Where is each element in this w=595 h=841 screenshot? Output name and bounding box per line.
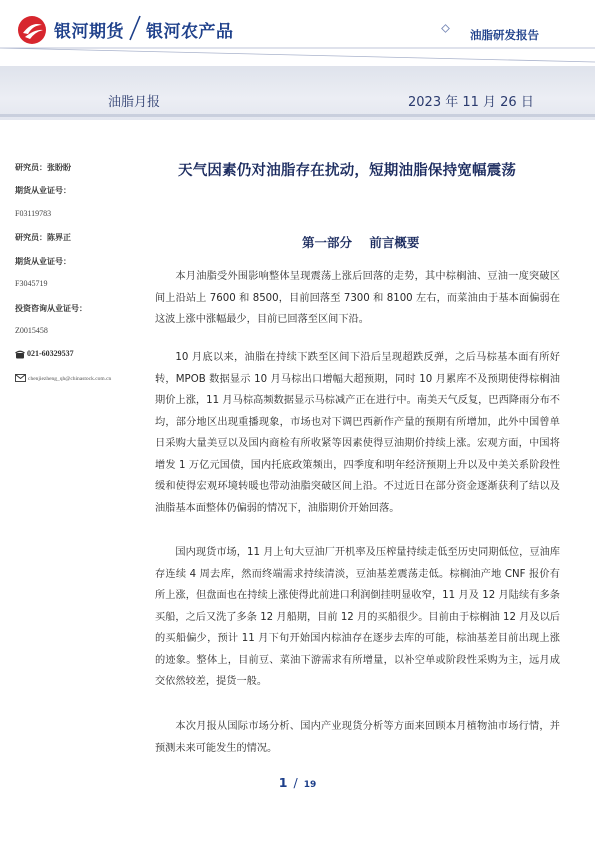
document-title: 天气因素仍对油脂存在扰动，短期油脂保持宽幅震荡 <box>178 163 517 179</box>
email-row <box>15 373 111 382</box>
license-label-1: 期货从业证号： <box>15 186 71 195</box>
report-date: 2023 年 11 月 26 日 <box>408 95 534 110</box>
consult-license-label: 投资咨询从业证号： <box>15 304 87 313</box>
mail-icon <box>15 374 26 382</box>
paragraph-3: 国内现货市场，11 月上旬大豆油厂开机率及压榨量持续走低至历史同期低位，豆油库存连续 4 周去库，然而终端需求持续清淡，豆油基差震荡走低。棕榈油产地 CNF 报价有所上涨，但盘面也在持续上涨使得此前进口利润倒挂明显收窄，11 月及 12 月陆续有多条买船，之后又洗了多条 12 月船期，目前 12 月的买船很少。目前由于棕榈油 12 月及以后的买船偏少，预计 11 月下旬开始国内棕油存在逐步去库的可能，棕油基差目前出现上涨的迹象。整体上，目前豆、菜油下游需求有所增量，以补空单或阶段性采购为主，远月成交依然较差，提货一般。 <box>155 547 560 687</box>
consult-license-value: Z0015458 <box>15 326 48 335</box>
report-series-title: 油脂月报 <box>108 95 161 110</box>
brand-divider <box>128 14 142 42</box>
license-value-2: F3045719 <box>15 279 48 288</box>
page-number <box>0 772 595 791</box>
email-address[interactable]: chenjiezheng_qh@chinastock.com.cn <box>28 376 112 382</box>
phone-icon <box>15 350 25 359</box>
phone-number: 021-60329537 <box>27 349 74 358</box>
analyst-1: 研究员：张盼盼 <box>15 163 71 172</box>
diamond-icon <box>441 24 450 33</box>
paragraph-1: 本月油脂受外围影响整体呈现震荡上涨后回落的走势，其中棕榈油、豆油一度突破区间上沿站上 7600 和 8500，目前回落至 7300 和 8100 左右，而菜油由于基本面偏弱在这波上涨中涨幅最少，目前已回落至区间下沿。 <box>155 271 560 325</box>
phone-row <box>15 349 74 359</box>
banner-divider <box>0 114 595 117</box>
galaxy-logo-icon <box>17 15 47 45</box>
brand-primary: 银河期货 <box>54 22 124 42</box>
paragraph-4: 本次月报从国际市场分析、国内产业现货分析等方面来回顾本月植物油市场行情，并预测未来可能发生的情况。 <box>155 721 560 754</box>
page-separator: / <box>293 775 298 790</box>
report-type: 油脂研发报告 <box>470 28 539 42</box>
section-heading: 第一部分 前言概要 <box>302 235 420 250</box>
license-value-1: F03119783 <box>15 209 52 218</box>
analyst-2: 研究员：陈界正 <box>15 233 71 242</box>
brand-secondary: 银河农产品 <box>146 22 234 42</box>
header-rule <box>0 46 595 64</box>
paragraph-2: 10 月底以来，油脂在持续下跌至区间下沿后呈现超跌反弹，之后马棕基本面有所好转，MPOB 数据显示 10 月马棕出口增幅大超预期，同时 10 月累库不及预期使得棕榈油期价上涨，11 月马棕高频数据显示马棕减产正在进行中。南美天气反复，巴西降雨分布不均，部分地区出现重播现象，市场也对下调巴西新作产量的预期有所增加，此外中国曾单日采购大量美豆以及国内商检有所收紧等因素使得豆油期价持续上涨。宏观方面，中国将增发 1 万亿元国债，国内托底政策频出，四季度和明年经济预期上升以及中美关系阶段性缓和使得宏观环境转暖也带动油脂突破区间上沿。不过近日在部分资金逐渐获利了结以及油脂基本面整体仍偏弱的情况下，油脂期价开始回落。 <box>155 352 560 514</box>
license-label-2: 期货从业证号： <box>15 257 71 266</box>
page-current: 1 <box>278 775 288 790</box>
page-header <box>0 0 595 62</box>
page-total: 19 <box>303 780 317 790</box>
